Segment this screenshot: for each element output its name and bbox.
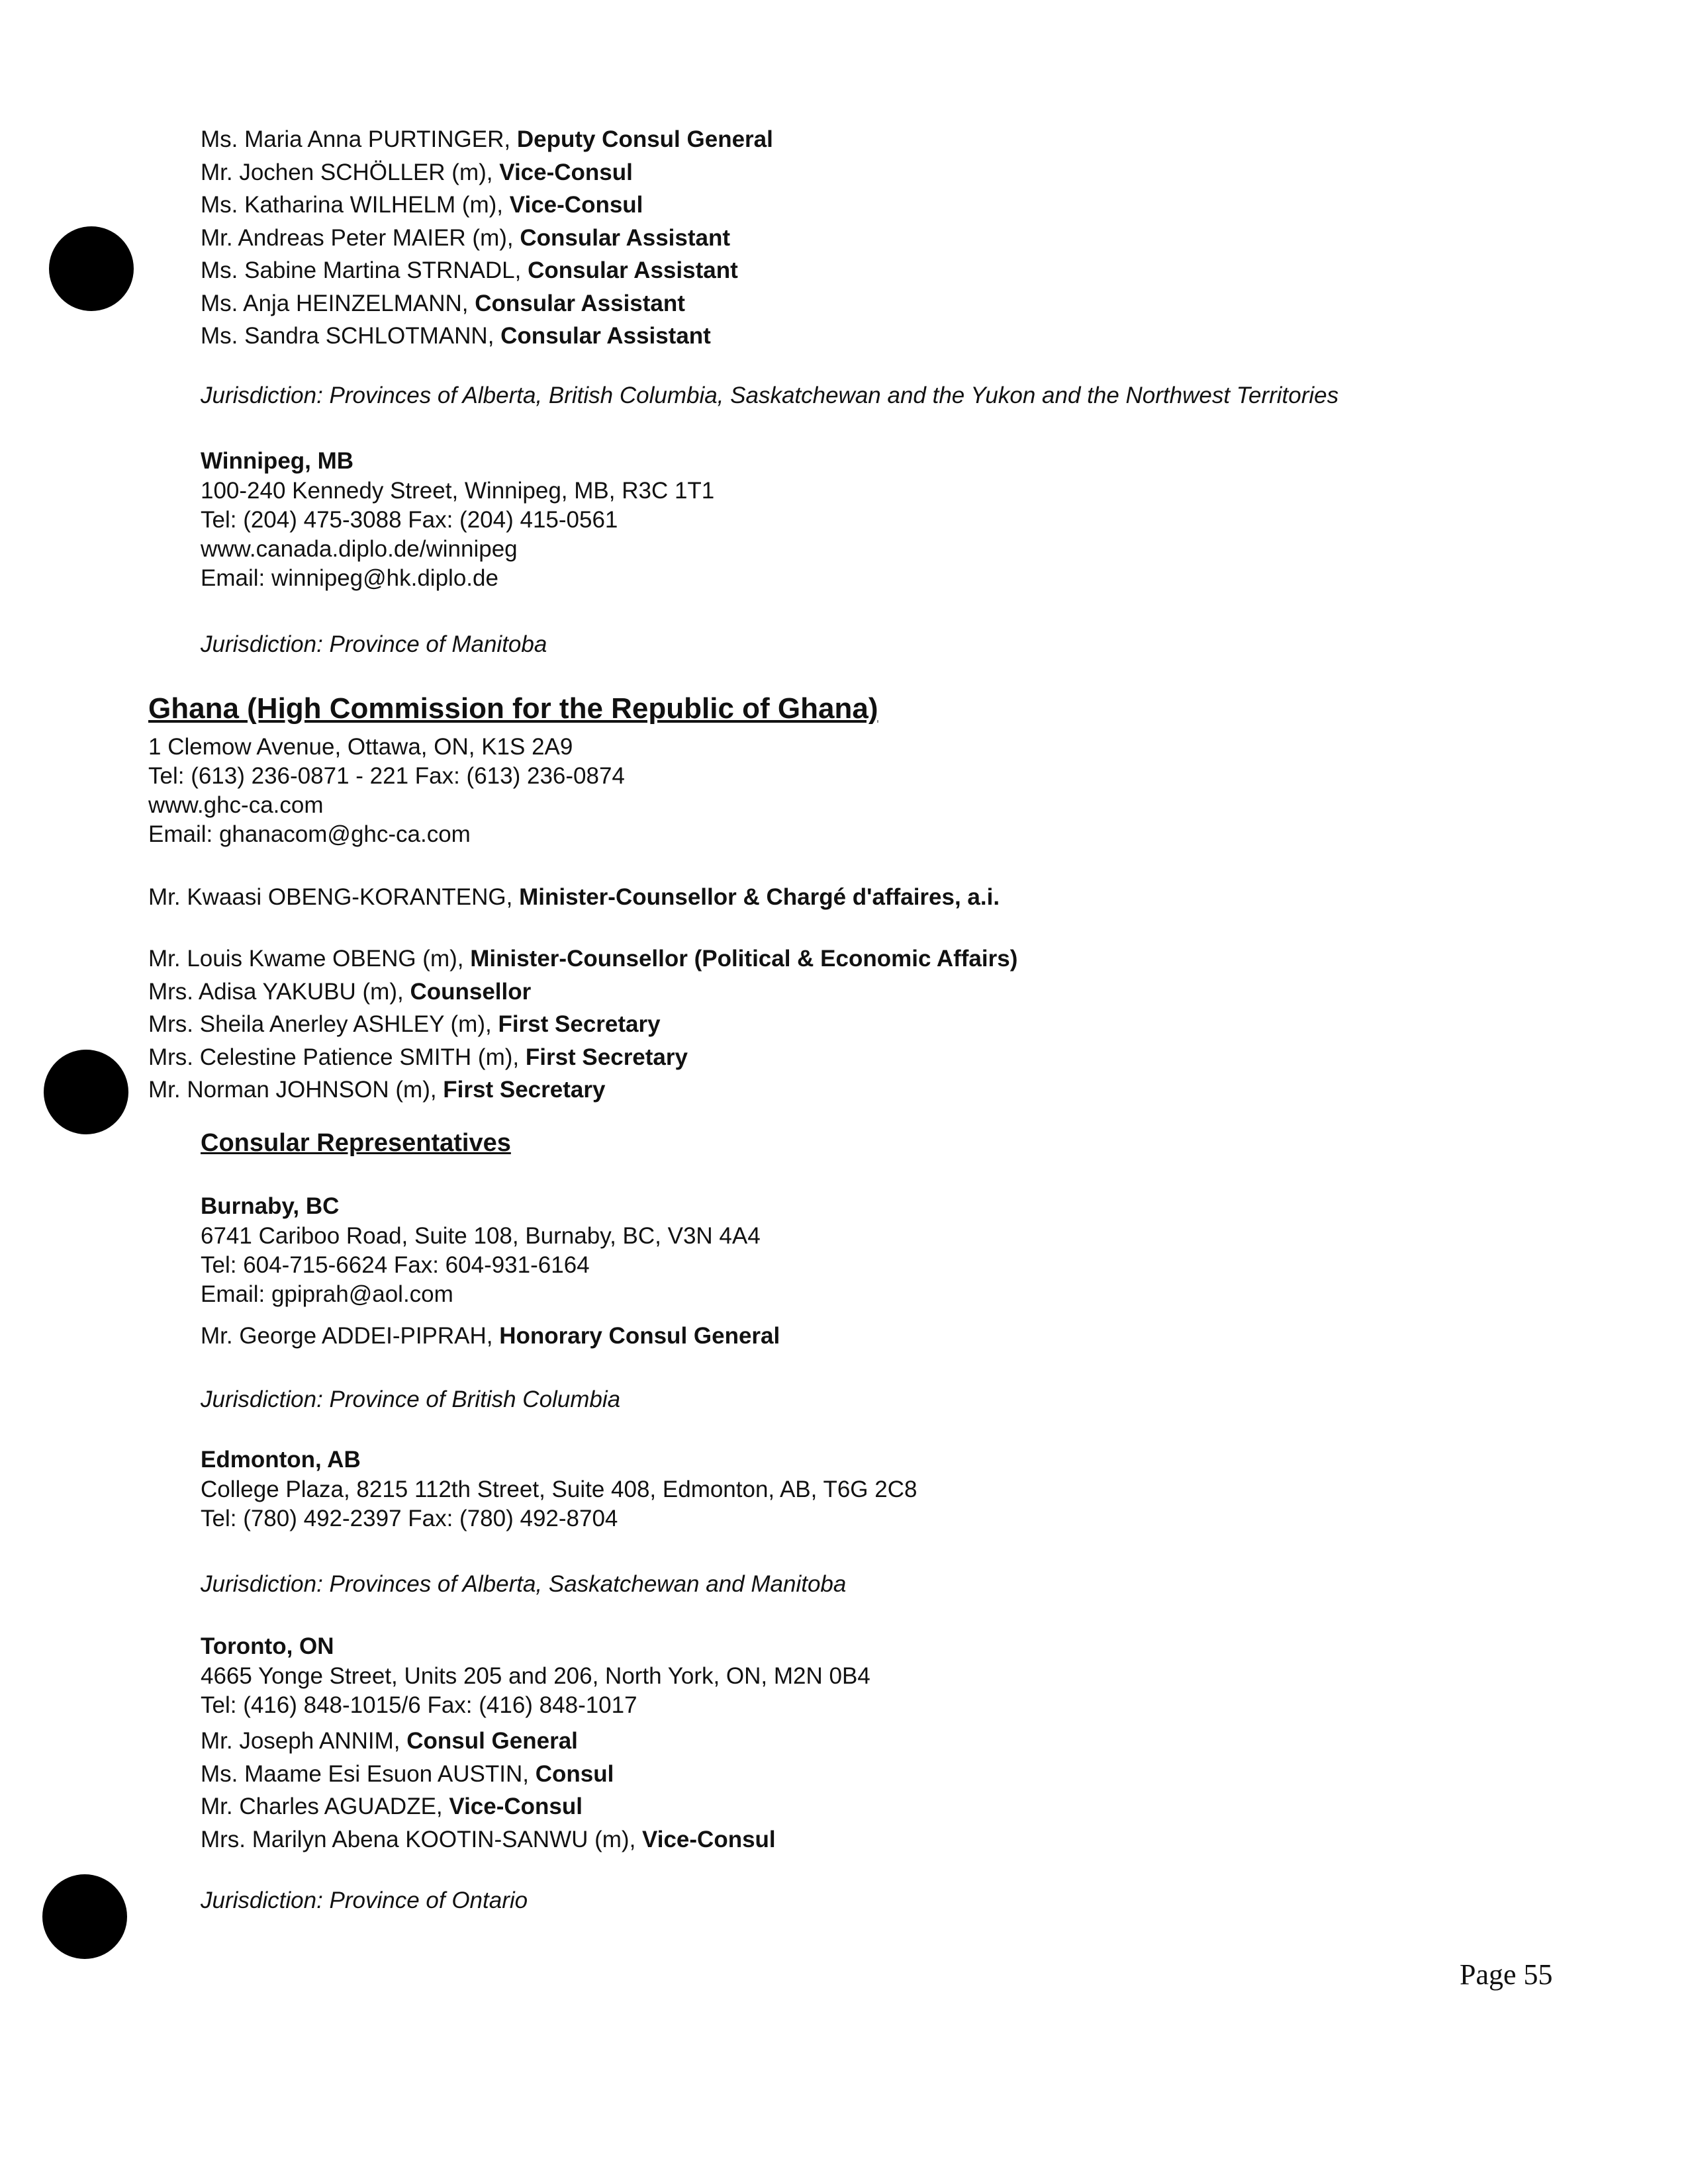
staff-entry: Mr. Joseph ANNIM, Consul General: [201, 1728, 578, 1754]
ghana-staff-list: [148, 942, 1017, 1107]
address-line: 4665 Yonge Street, Units 205 and 206, North York, ON, M2N 0B4: [201, 1663, 870, 1689]
binder-hole-bottom: [42, 1874, 127, 1959]
address-line: 1 Clemow Avenue, Ottawa, ON, K1S 2A9: [148, 734, 573, 760]
page-number: Page 55: [1460, 1958, 1553, 1991]
address-line: College Plaza, 8215 112th Street, Suite 408, Edmonton, AB, T6G 2C8: [201, 1477, 917, 1502]
staff-entry: Mr. Charles AGUADZE, Vice-Consul: [201, 1794, 583, 1819]
binder-hole-top: [49, 226, 134, 311]
email-line: Email: gpiprah@aol.com: [201, 1281, 453, 1307]
address-line: 6741 Cariboo Road, Suite 108, Burnaby, BC, V3N 4A4: [201, 1223, 761, 1249]
staff-entry: Ms. Maria Anna PURTINGER, Deputy Consul General: [201, 126, 773, 152]
edmonton-jurisdiction: Jurisdiction: Provinces of Alberta, Saskatchewan and Manitoba: [201, 1571, 847, 1597]
burnaby-staff: Mr. George ADDEI-PIPRAH, Honorary Consul General: [201, 1323, 780, 1349]
burnaby-block: [201, 1191, 761, 1309]
contact-line: Tel: (780) 492-2397 Fax: (780) 492-8704: [201, 1506, 618, 1531]
website-line: www.canada.diplo.de/winnipeg: [201, 536, 518, 562]
consular-representatives-heading: Consular Representatives: [201, 1129, 511, 1157]
ghana-address-block: [148, 733, 625, 849]
city-heading: Winnipeg, MB: [201, 448, 354, 474]
contact-line: Tel: (613) 236-0871 - 221 Fax: (613) 236-0874: [148, 763, 625, 789]
toronto-jurisdiction: Jurisdiction: Province of Ontario: [201, 1888, 528, 1913]
edmonton-block: [201, 1445, 917, 1533]
staff-entry: Ms. Katharina WILHELM (m), Vice-Consul: [201, 192, 643, 218]
staff-entry: Mrs. Adisa YAKUBU (m), Counsellor: [148, 978, 532, 1005]
staff-entry: Mrs. Celestine Patience SMITH (m), First Secretary: [148, 1044, 688, 1070]
winnipeg-block: [201, 446, 714, 593]
email-line: Email: winnipeg@hk.diplo.de: [201, 565, 498, 591]
staff-entry: Mr. Jochen SCHÖLLER (m), Vice-Consul: [201, 159, 633, 185]
contact-line: Tel: 604-715-6624 Fax: 604-931-6164: [201, 1252, 590, 1278]
contact-line: Tel: (416) 848-1015/6 Fax: (416) 848-1017: [201, 1692, 637, 1718]
toronto-staff-list: [201, 1725, 776, 1856]
burnaby-jurisdiction: Jurisdiction: Province of British Columbia: [201, 1387, 621, 1412]
staff-entry: Mr. Norman JOHNSON (m), First Secretary: [148, 1077, 606, 1103]
staff-entry: Mrs. Marilyn Abena KOOTIN-SANWU (m), Vice-Consul: [201, 1826, 776, 1852]
website-line: www.ghc-ca.com: [148, 792, 324, 818]
contact-line: Tel: (204) 475-3088 Fax: (204) 415-0561: [201, 507, 618, 533]
staff-entry: Mr. Louis Kwame OBENG (m), Minister-Counsellor (Political & Economic Affairs): [148, 946, 1018, 972]
winnipeg-jurisdiction: Jurisdiction: Province of Manitoba: [201, 631, 547, 657]
toronto-block: [201, 1631, 870, 1720]
staff-entry: Ms. Sandra SCHLOTMANN, Consular Assistant: [201, 323, 711, 349]
binder-hole-middle: [44, 1050, 128, 1134]
staff-entry: Ms. Maame Esi Esuon AUSTIN, Consul: [201, 1760, 614, 1787]
city-heading: Burnaby, BC: [201, 1193, 340, 1219]
staff-entry: Ms. Sabine Martina STRNADL, Consular Assistant: [201, 257, 738, 283]
vancouver-jurisdiction: Jurisdiction: Provinces of Alberta, British Columbia, Saskatchewan and the Yukon and the Northwest Territories: [201, 383, 1339, 408]
city-heading: Edmonton, AB: [201, 1447, 361, 1473]
germany-staff-list: [201, 123, 773, 353]
city-heading: Toronto, ON: [201, 1633, 334, 1659]
staff-entry: Mrs. Sheila Anerley ASHLEY (m), First Secretary: [148, 1011, 661, 1037]
ghana-head-of-mission: Mr. Kwaasi OBENG-KORANTENG, Minister-Counsellor & Chargé d'affaires, a.i.: [148, 884, 1000, 910]
address-line: 100-240 Kennedy Street, Winnipeg, MB, R3C 1T1: [201, 478, 715, 504]
staff-entry: Ms. Anja HEINZELMANN, Consular Assistant: [201, 290, 685, 316]
email-line: Email: ghanacom@ghc-ca.com: [148, 821, 471, 847]
ghana-heading: Ghana (High Commission for the Republic of Ghana): [148, 692, 878, 725]
staff-entry: Mr. Andreas Peter MAIER (m), Consular Assistant: [201, 224, 731, 251]
